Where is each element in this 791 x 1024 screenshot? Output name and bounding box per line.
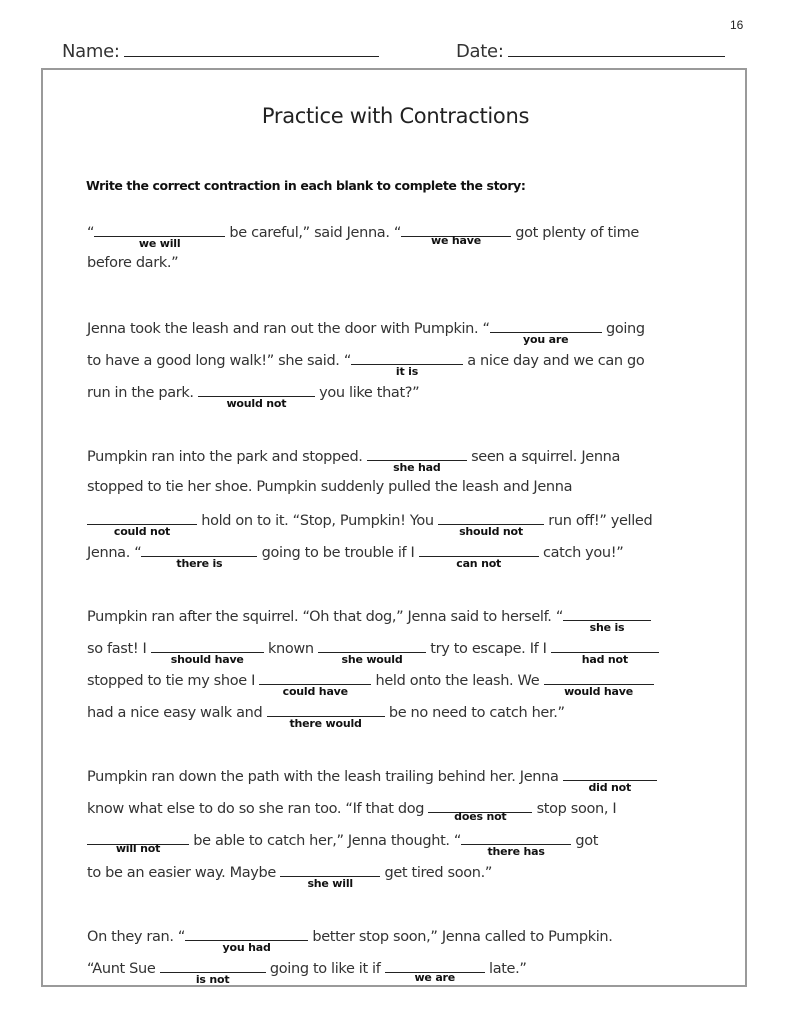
blank-hint: you had — [222, 941, 271, 954]
answer-blank[interactable] — [490, 318, 602, 346]
instructions: Write the correct contraction in each blank to complete the story: — [86, 178, 526, 193]
blank-hint: there is — [176, 557, 223, 570]
story-line: “ we will be careful,” said Jenna. “ we have got plenty of time — [87, 222, 639, 242]
answer-blank[interactable] — [87, 510, 197, 538]
answer-blank[interactable] — [428, 798, 532, 823]
story-line: run in the park. would not you like that?” — [87, 382, 419, 402]
blank-hint: would have — [564, 685, 633, 698]
blank-hint: we will — [138, 237, 181, 250]
blank-hint: she would — [341, 653, 403, 666]
blank-hint: we have — [431, 234, 481, 247]
blank-hint: should not — [459, 525, 523, 538]
answer-blank[interactable] — [461, 830, 571, 858]
blank-hint: she will — [307, 877, 353, 890]
blank-hint: could have — [282, 685, 348, 698]
answer-blank[interactable] — [318, 638, 426, 666]
answer-blank[interactable] — [87, 830, 189, 855]
story-line: Jenna took the leash and ran out the door with Pumpkin. “ you are going — [87, 318, 645, 338]
blank-hint: should have — [170, 653, 244, 666]
answer-blank[interactable] — [160, 958, 266, 986]
answer-blank[interactable] — [551, 638, 659, 666]
blank-hint: she had — [393, 461, 441, 474]
answer-blank[interactable] — [385, 958, 485, 984]
blank-hint: there would — [289, 717, 362, 730]
answer-blank[interactable] — [544, 670, 654, 698]
answer-blank[interactable] — [419, 542, 539, 570]
blank-hint: can not — [456, 557, 502, 570]
answer-blank[interactable] — [401, 222, 511, 247]
blank-hint: would not — [226, 397, 287, 410]
name-input-line[interactable] — [124, 38, 379, 57]
page-title: Practice with Contractions — [261, 104, 530, 128]
story-line: to have a good long walk!” she said. “ it is a nice day and we can go — [87, 350, 644, 370]
answer-blank[interactable] — [185, 926, 308, 954]
answer-blank[interactable] — [267, 702, 385, 730]
answer-blank[interactable] — [351, 350, 463, 378]
date-label: Date: — [456, 41, 504, 62]
blank-hint: we are — [414, 971, 456, 984]
blank-hint: there has — [487, 845, 545, 858]
answer-blank[interactable] — [198, 382, 315, 410]
answer-blank[interactable] — [563, 766, 657, 794]
story-line: to be an easier way. Maybe she will get tired soon.” — [87, 862, 492, 882]
story-line: will not be able to catch her,” Jenna thought. “ there has got — [87, 830, 598, 850]
story-line: stopped to tie her shoe. Pumpkin suddenly pulled the leash and Jenna — [87, 479, 573, 495]
story-line: know what else to do so she ran too. “If that dog does not stop soon, I — [87, 798, 616, 818]
story-line: so fast! I should have known she would try to escape. If I had not — [87, 638, 659, 658]
story-line: Pumpkin ran into the park and stopped. she had seen a squirrel. Jenna — [87, 446, 620, 466]
story-line: On they ran. “ you had better stop soon,” Jenna called to Pumpkin. — [87, 926, 613, 946]
blank-hint: did not — [588, 781, 632, 794]
story-line: had a nice easy walk and there would be no need to catch her.” — [87, 702, 565, 722]
answer-blank[interactable] — [141, 542, 257, 570]
date-input-line[interactable] — [508, 38, 725, 57]
blank-hint: had not — [581, 653, 628, 666]
answer-blank[interactable] — [259, 670, 371, 698]
blank-hint: is not — [195, 973, 230, 986]
date-field — [456, 38, 725, 62]
answer-blank[interactable] — [563, 606, 651, 634]
story-line: stopped to tie my shoe I could have held onto the leash. We would have — [87, 670, 654, 690]
answer-blank[interactable] — [367, 446, 467, 474]
answer-blank[interactable] — [151, 638, 264, 666]
story-line: before dark.” — [87, 255, 179, 271]
blank-hint: it is — [395, 365, 419, 378]
blank-hint: she is — [589, 621, 625, 634]
story-line: could not hold on to it. “Stop, Pumpkin! You should not run off!” yelled — [87, 510, 652, 530]
blank-hint: does not — [454, 810, 507, 823]
story-line: Jenna. “ there is going to be trouble if I can not catch you!” — [87, 542, 623, 562]
name-field — [62, 38, 379, 62]
story-line: “Aunt Sue is not going to like it if we are late.” — [87, 958, 527, 978]
blank-hint: you are — [523, 333, 569, 346]
name-label: Name: — [62, 41, 120, 62]
blank-hint: could not — [113, 525, 171, 538]
answer-blank[interactable] — [280, 862, 380, 890]
story-line: Pumpkin ran after the squirrel. “Oh that dog,” Jenna said to herself. “ she is — [87, 606, 651, 626]
story-line: Pumpkin ran down the path with the leash trailing behind her. Jenna did not — [87, 766, 657, 786]
answer-blank[interactable] — [94, 222, 225, 250]
blank-hint: will not — [115, 842, 161, 855]
page-number: 16 — [730, 18, 744, 32]
answer-blank[interactable] — [438, 510, 544, 538]
